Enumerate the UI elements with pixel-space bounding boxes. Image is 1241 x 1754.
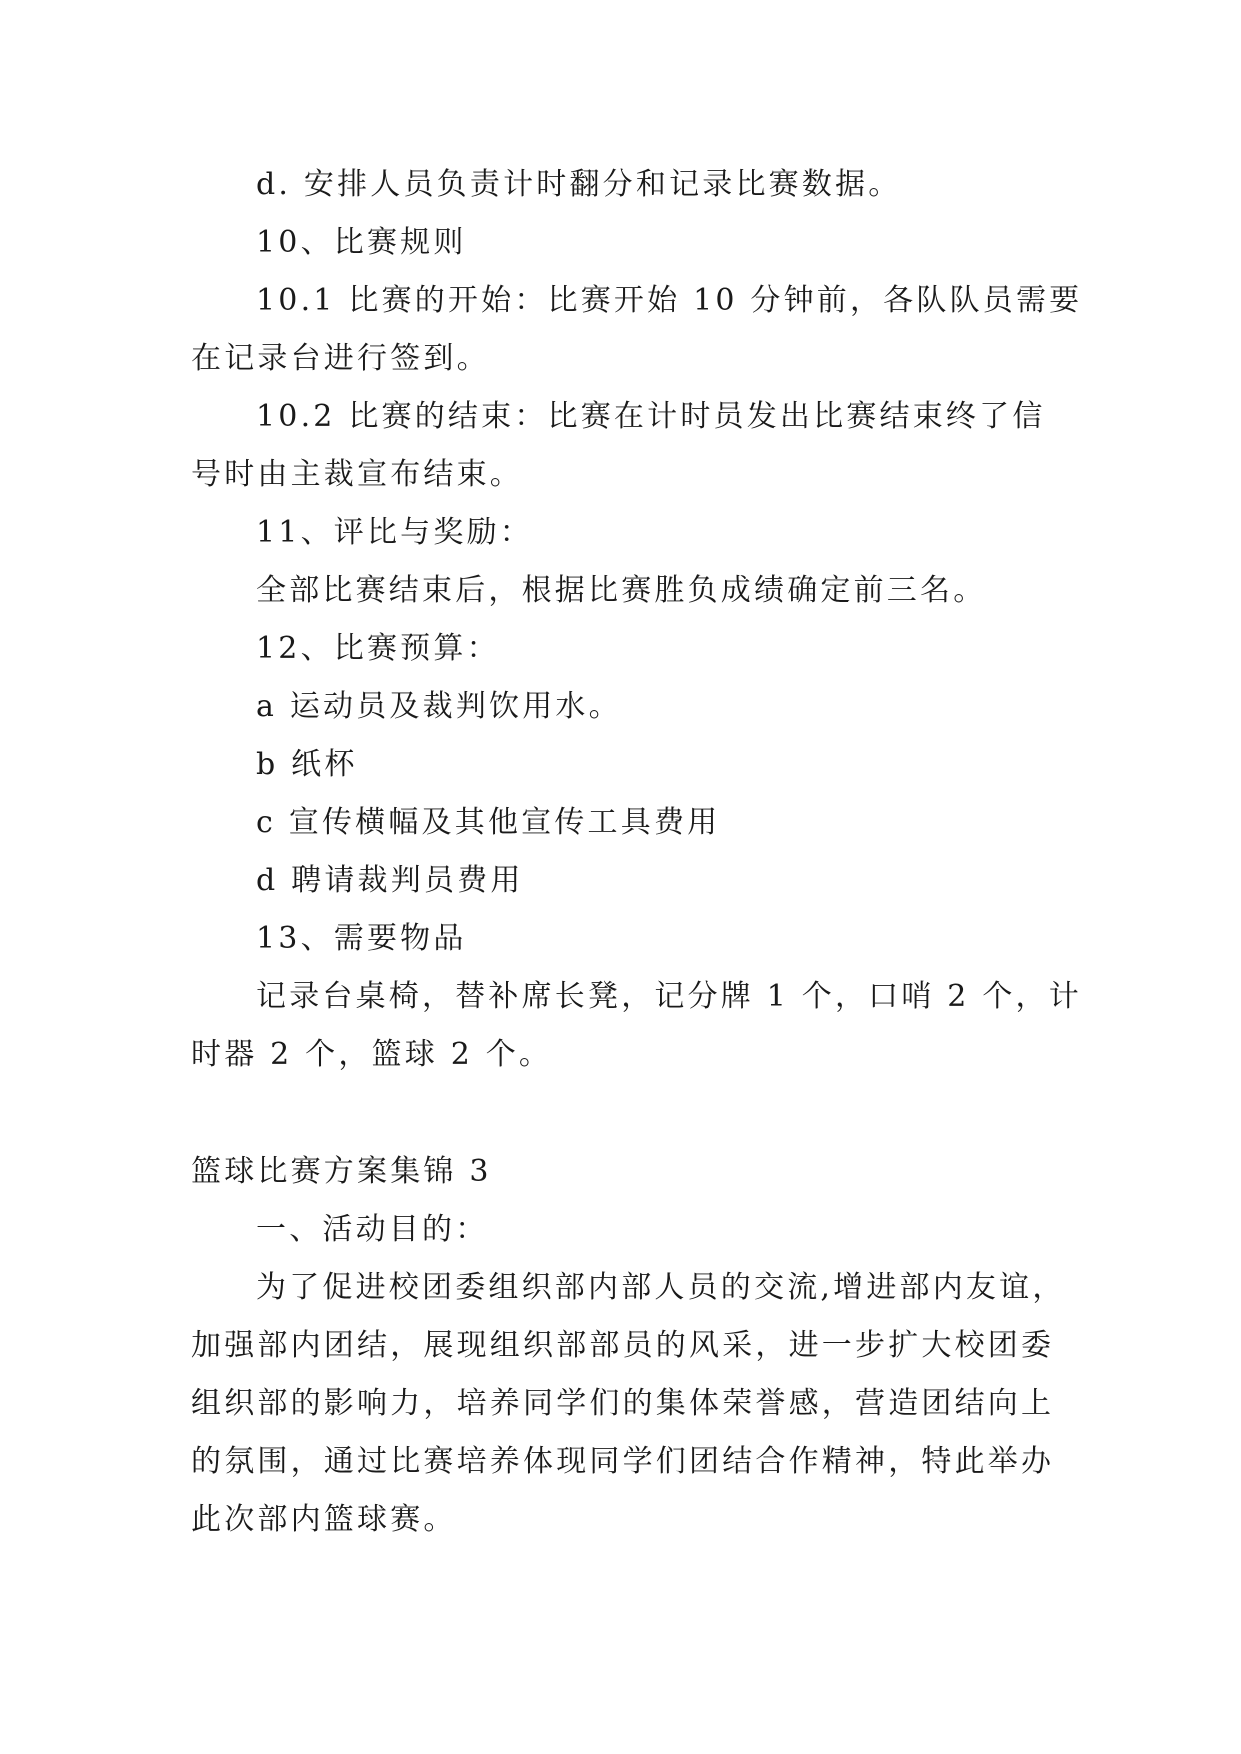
- purpose-paragraph-line-2: 加强部内团结，展现组织部部员的风采，进一步扩大校团委: [191, 1328, 1055, 1363]
- budget-item-b: b 纸杯: [256, 747, 358, 782]
- section-heading-purpose: 一、活动目的：: [256, 1212, 489, 1247]
- purpose-paragraph-line-4: 的氛围，通过比赛培养体现同学们团结合作精神，特此举办: [191, 1444, 1055, 1479]
- rule-10-1-line-1: 10.1 比赛的开始：比赛开始 10 分钟前，各队队员需要: [256, 283, 1083, 318]
- rule-10-1-line-2: 在记录台进行签到。: [191, 341, 490, 376]
- list-item-d-timekeeping: d. 安排人员负责计时翻分和记录比赛数据。: [256, 167, 902, 202]
- items-paragraph-line-1: 记录台桌椅，替补席长凳，记分牌 1 个，口哨 2 个，计: [256, 979, 1082, 1014]
- purpose-paragraph-line-1: 为了促进校团委组织部内部人员的交流,增进部内友谊，: [256, 1270, 1066, 1305]
- budget-item-c: c 宣传横幅及其他宣传工具费用: [256, 805, 721, 840]
- purpose-paragraph-line-3: 组织部的影响力，培养同学们的集体荣誉感，营造团结向上: [191, 1386, 1055, 1421]
- rule-10-2-line-1: 10.2 比赛的结束：比赛在计时员发出比赛结束终了信: [256, 399, 1046, 434]
- awards-paragraph: 全部比赛结束后，根据比赛胜负成绩确定前三名。: [256, 573, 987, 608]
- budget-item-d: d 聘请裁判员费用: [256, 863, 524, 898]
- section-heading-rules: 10、比赛规则: [256, 225, 467, 260]
- document-title: 篮球比赛方案集锦 3: [191, 1154, 492, 1189]
- section-heading-items: 13、需要物品: [256, 921, 467, 956]
- items-paragraph-line-2: 时器 2 个，篮球 2 个。: [191, 1037, 553, 1072]
- budget-item-a: a 运动员及裁判饮用水。: [256, 689, 622, 724]
- purpose-paragraph-line-5: 此次部内篮球赛。: [191, 1502, 457, 1537]
- section-heading-awards: 11、评比与奖励：: [256, 515, 533, 550]
- section-heading-budget: 12、比赛预算：: [256, 631, 500, 666]
- rule-10-2-line-2: 号时由主裁宣布结束。: [191, 457, 523, 492]
